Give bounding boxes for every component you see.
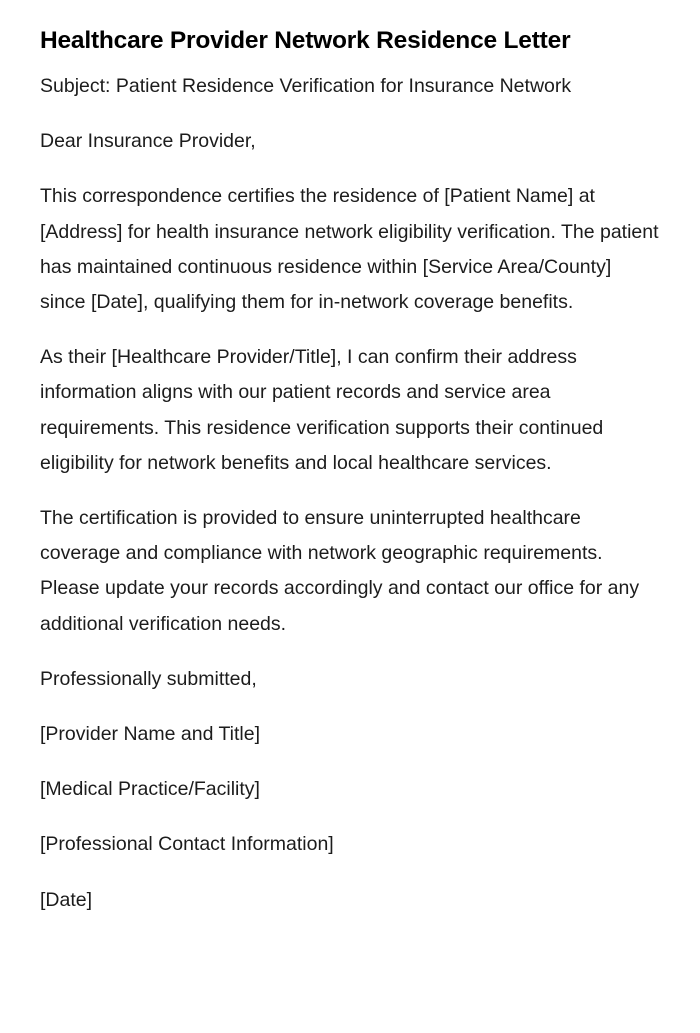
letter-paragraph-purpose: The certification is provided to ensure uninterrupted healthcare coverage and compliance with network geographic requirements. Please update your records accordingly and contact our office for any additional verification needs. [40,507,640,635]
signature-facility: [Medical Practice/Facility] [40,778,260,801]
letter-closing: Professionally submitted, [40,667,257,690]
signature-provider-name: [Provider Name and Title] [40,723,261,746]
signature-contact-info: [Professional Contact Information] [40,833,334,856]
letter-paragraph-certification: This correspondence certifies the residence of [Patient Name] at [Address] for health insurance network eligibility verification. The patient has maintained continuous residence within [Service Area/County] since [Date], qualifying them for in-network coverage benefits. [40,185,659,314]
letter-subject: Subject: Patient Residence Verification for Insurance Network [40,75,572,97]
signature-date: [Date] [40,888,93,911]
letter-salutation: Dear Insurance Provider, [40,130,256,153]
letter-title: Healthcare Provider Network Residence Letter [40,27,571,54]
letter-paragraph-confirmation: As their [Healthcare Provider/Title], I can confirm their address information aligns with our patient records and service area requirements. This residence verification supports their continued eligibility for network benefits and local healthcare services. [40,346,604,474]
